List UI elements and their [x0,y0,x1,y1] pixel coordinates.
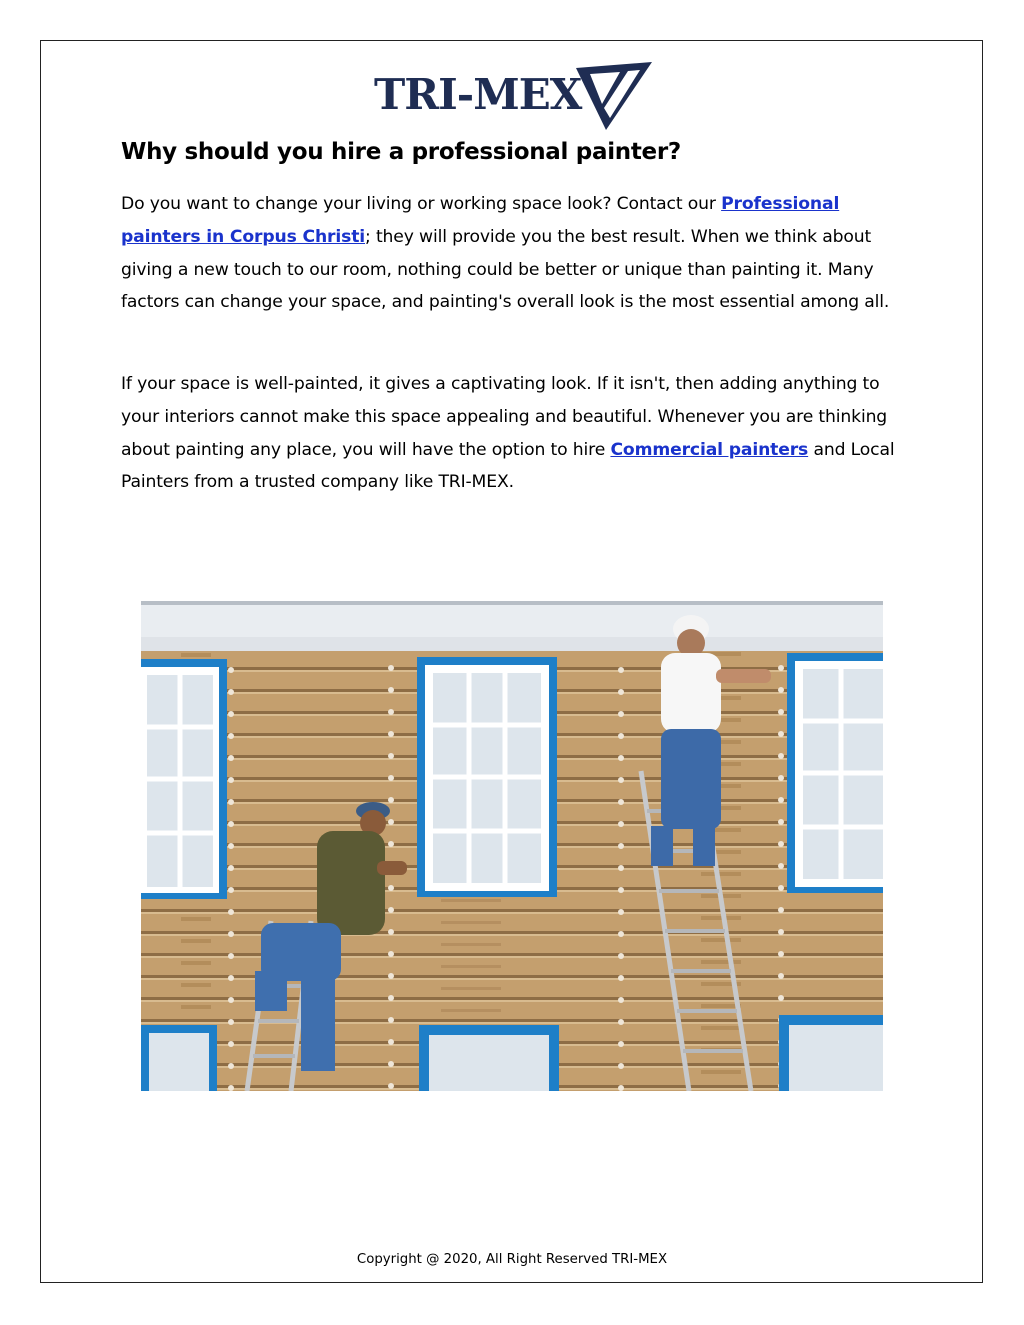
commercial-painters-link[interactable]: Commercial painters [610,439,809,460]
logo-wordmark: TRI-MEX [374,70,582,119]
paragraph-intro [121,188,896,319]
painters-photo [141,601,883,1091]
professional-painters-link[interactable]: Professional painters in Corpus Christi [121,194,840,247]
copyright-footer: Copyright @ 2020, All Right Reserved TRI-MEX [356,1252,668,1267]
paragraph-text: Do you want to change your living or working space look? Contact our [121,194,722,214]
paragraph-text: and Local Painters from a trusted company like TRI-MEX. [121,439,895,493]
tri-mex-logo[interactable] [374,62,654,130]
photo-illustration [141,601,883,1091]
triangle-logo-icon [576,62,652,130]
article-title: Why should you hire a professional painter? [121,139,681,165]
paragraph-text: ; they will provide you the best result. When we think about giving a new touch to our room, nothing could be better or unique than painting it. Many factors can change your space, and painting's overall look is the most essential among all. [121,226,890,313]
paragraph-body [121,368,896,499]
paragraph-text: If your space is well-painted, it gives a captivating look. If it isn't, then adding anything to your interiors cannot make this space appealing and beautiful. Whenever you are thinking about painting any place, you will have the option to hire [121,374,888,460]
